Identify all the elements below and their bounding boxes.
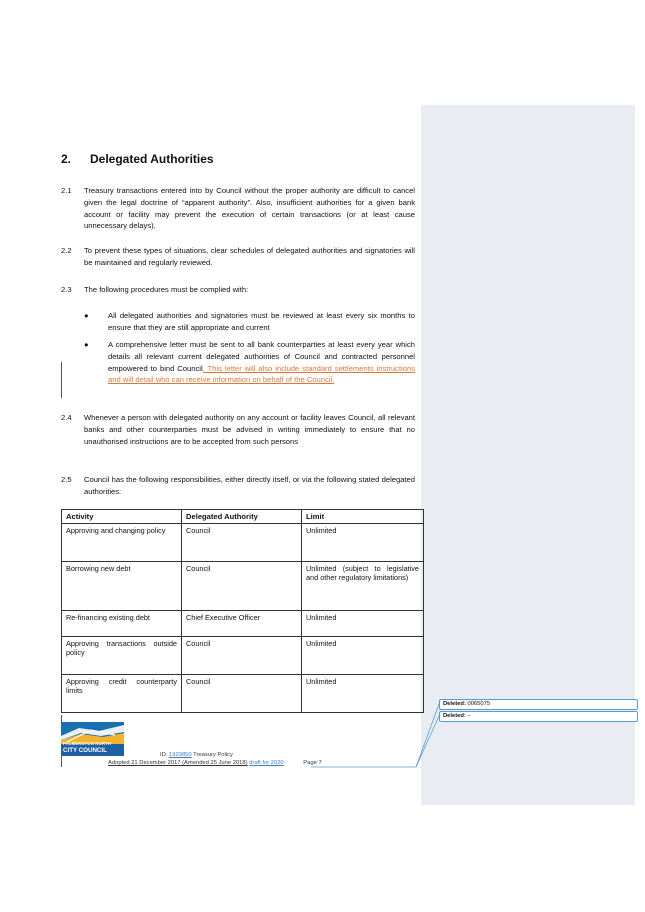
footer-id-label: ID: <box>160 752 168 758</box>
comment-label: Deleted: <box>443 713 466 719</box>
table-cell[interactable]: Unlimited (subject to legislative and other regulatory limitations) <box>302 562 424 611</box>
footer-doc-title: Treasury Policy <box>193 752 233 758</box>
comment-balloon[interactable] <box>439 711 638 722</box>
table-cell[interactable]: Chief Executive Officer <box>182 611 302 637</box>
column-header-limit: Limit <box>302 510 424 524</box>
paragraph-text[interactable]: Whenever a person with delegated authority on any account or facility leaves Council, all relevant banks and other counterparties must be advised in writing immediately to ensure that no unauthorised instructions are to be accepted from such persons <box>84 413 415 446</box>
comment-text: – <box>467 713 471 719</box>
column-header-delegated-authority: Delegated Authority <box>182 510 302 524</box>
logo-text-line2: CITY COUNCIL <box>63 747 107 754</box>
table-cell[interactable]: Approving and changing policy <box>62 524 182 562</box>
table-cell[interactable]: Unlimited <box>302 675 424 713</box>
footer-id-value[interactable]: 1929850 <box>169 752 192 758</box>
tracked-insertion[interactable]: . This letter will also include standard settlements instructions and will detail who can receive information on behalf of the Council. <box>108 363 416 385</box>
section-number: 2. <box>61 152 72 166</box>
paragraph-number: 2.2 <box>61 246 72 255</box>
bullet-original-text: A comprehensive letter must be sent to all bank counterparties at least every year which details all relevant current delegated authorities of Council and contracted personnel empowered to bind Council <box>108 340 415 373</box>
paragraph-text[interactable]: Treasury transactions entered into by Council without the proper authority are difficult to cancel given the legal doctrine of “apparent authority”. Also, insufficient authorities for a given bank account or facility may prevent the execution of certain transactions (or at least cause unnecessary delays). <box>84 186 415 231</box>
section-title: Delegated Authorities <box>90 152 214 166</box>
table-cell[interactable]: Council <box>182 524 302 562</box>
paragraph-text[interactable]: To prevent these types of situations, clear schedules of delegated authorities and signatories will be maintained and regularly reviewed. <box>84 246 415 267</box>
logo-text-line1: PALMERSTON NORTH <box>63 741 112 746</box>
paragraph-text[interactable]: The following procedures must be complied with: <box>84 285 249 294</box>
table-cell[interactable]: Council <box>182 675 302 713</box>
footer-adopted: Adopted 21 December 2017 (Amended 25 June 2018) <box>108 760 248 766</box>
footer-page-number: 7 <box>318 760 322 766</box>
table-cell[interactable]: Borrowing new debt <box>62 562 182 611</box>
comment-text: 0065075 <box>467 701 491 707</box>
footer-page-label: Page <box>303 760 317 766</box>
table-cell[interactable]: Unlimited <box>302 524 424 562</box>
footer-draft[interactable]: draft for 2020 <box>249 760 284 766</box>
table-cell[interactable]: Council <box>182 562 302 611</box>
bullet-icon: ● <box>84 340 89 349</box>
column-header-activity: Activity <box>62 510 182 524</box>
table-cell[interactable]: Re-financing existing debt <box>62 611 182 637</box>
bullet-text[interactable]: All delegated authorities and signatories must be reviewed at least every six months to ensure that they are still appropriate and current <box>108 311 415 332</box>
comment-balloon[interactable] <box>439 699 638 710</box>
table-cell[interactable]: Unlimited <box>302 637 424 675</box>
table-cell[interactable]: Approving credit counterparty limits <box>62 675 182 713</box>
table-cell[interactable]: Unlimited <box>302 611 424 637</box>
table-cell[interactable]: Approving transactions outside policy <box>62 637 182 675</box>
paragraph-number: 2.5 <box>61 475 72 484</box>
paragraph-number: 2.4 <box>61 413 72 422</box>
paragraph-number: 2.1 <box>61 186 72 195</box>
bullet-icon: ● <box>84 311 89 320</box>
paragraph-text[interactable]: Council has the following responsibilities, either directly itself, or via the following stated delegated authorities: <box>84 475 415 496</box>
table-cell[interactable]: Council <box>182 637 302 675</box>
paragraph-number: 2.3 <box>61 285 72 294</box>
comment-label: Deleted: <box>443 701 466 707</box>
